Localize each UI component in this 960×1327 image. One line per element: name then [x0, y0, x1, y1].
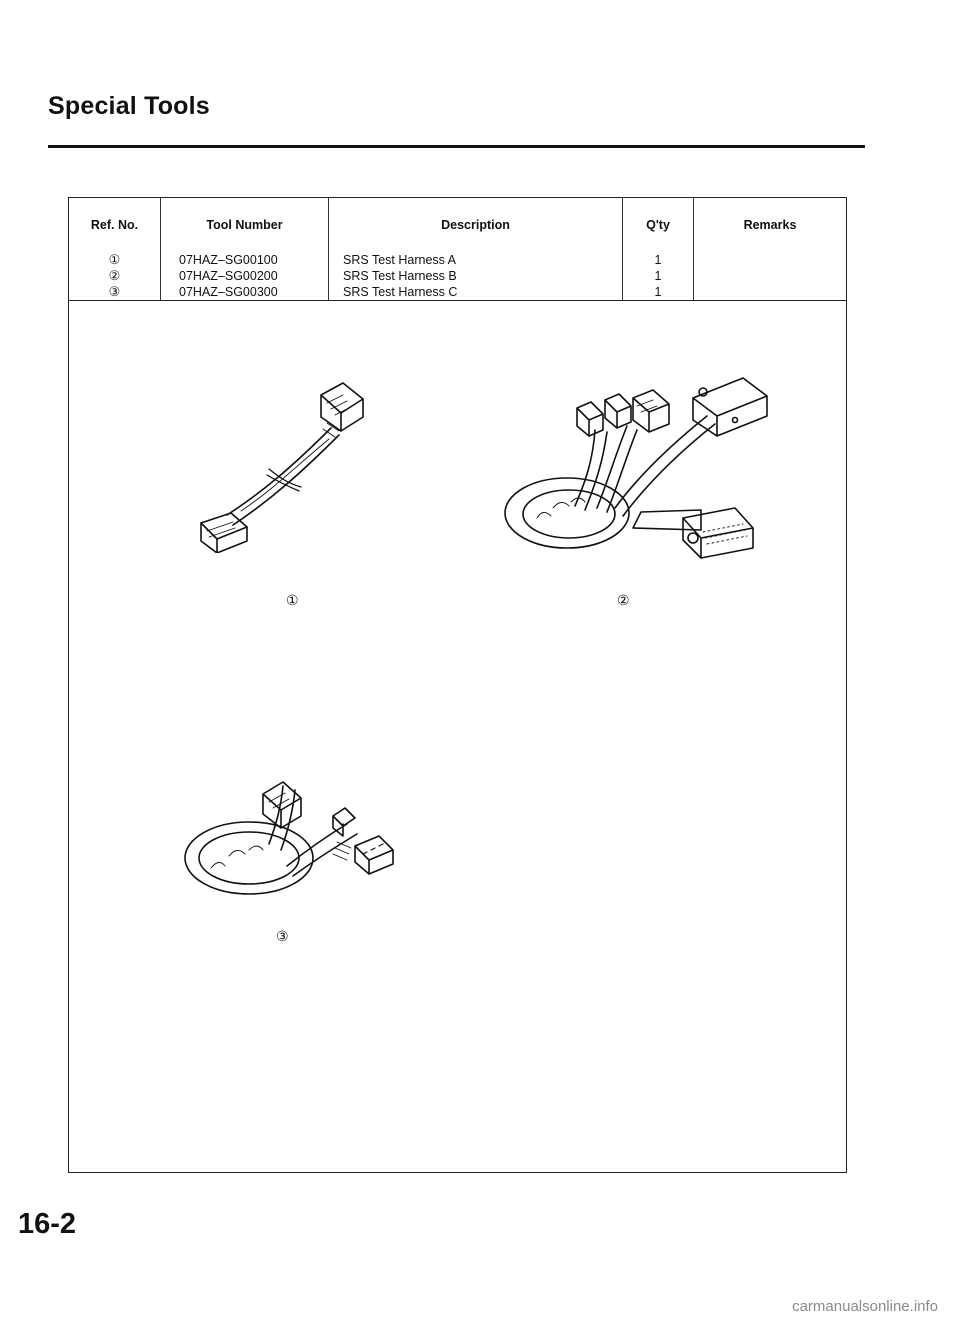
ref-no-value: ②	[108, 268, 121, 283]
tool-number-value: 07HAZ–SG00300	[179, 285, 278, 299]
ref-no-value: ③	[108, 284, 121, 299]
header-ref-no: Ref. No.	[90, 218, 139, 232]
header-description: Description	[329, 198, 623, 252]
table-header-row	[69, 198, 846, 252]
remarks-value	[694, 284, 846, 300]
ref-no-value: ①	[108, 252, 121, 267]
header-remarks: Remarks	[694, 198, 847, 252]
remarks-cell	[694, 252, 847, 301]
watermark: carmanualsonline.info	[792, 1298, 938, 1315]
page-number: 16-2	[18, 1208, 77, 1240]
title-rule	[48, 145, 865, 148]
quantity-cell	[623, 252, 694, 301]
tool-number-value: 07HAZ–SG00200	[179, 269, 278, 283]
quantity-value: 1	[654, 253, 662, 267]
illustration-caption-1: ①	[286, 592, 299, 608]
tool-number-value: 07HAZ–SG00100	[179, 253, 278, 267]
description-value: SRS Test Harness B	[343, 269, 457, 283]
illustration-caption-3: ③	[276, 928, 289, 944]
description-value: SRS Test Harness C	[343, 285, 458, 299]
tool-number-cell	[161, 252, 329, 301]
remarks-value	[694, 252, 846, 268]
illustration-caption-2: ②	[617, 592, 630, 608]
harness-a-icon	[181, 373, 401, 553]
remarks-value	[694, 268, 846, 284]
description-value: SRS Test Harness A	[343, 253, 457, 267]
special-tools-table	[69, 198, 846, 301]
header-quantity: Q'ty	[623, 198, 694, 252]
ref-no-cell	[69, 252, 161, 301]
page-title: Special Tools	[48, 92, 210, 120]
quantity-value: 1	[654, 269, 662, 283]
header-tool-number: Tool Number	[161, 198, 329, 252]
table-body-row	[69, 252, 846, 301]
harness-b-icon	[497, 368, 797, 578]
harness-c-icon	[177, 750, 407, 920]
special-tools-frame	[68, 197, 847, 1173]
description-cell	[329, 252, 623, 301]
quantity-value: 1	[654, 285, 662, 299]
